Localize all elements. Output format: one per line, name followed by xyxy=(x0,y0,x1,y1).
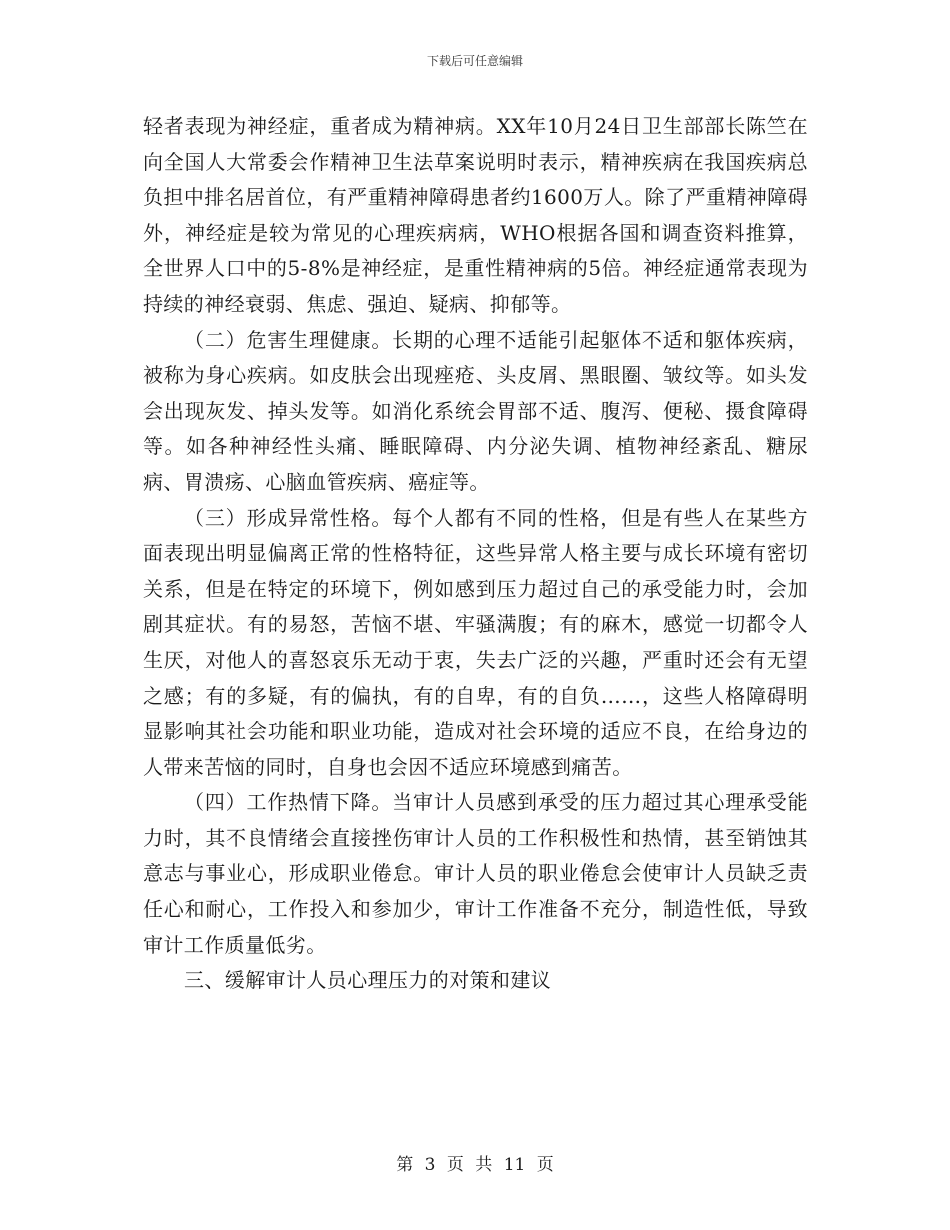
page-number-footer: 第 3 页 共 11 页 xyxy=(396,1155,554,1175)
paragraph-work-enthusiasm: （四）工作热情下降。当审计人员感到承受的压力超过其心理承受能力时，其不良情绪会直接挫伤审计人员的工作积极性和热情，甚至销蚀其意志与事业心，形成职业倦怠。审计人员的职业倦怠会使审计人员缺乏责任心和耐心，工作投入和参加少，审计工作准备不充分，制造性低，导致审计工作质量低劣。 xyxy=(143,790,808,957)
page-header: 下载后可任意编辑 xyxy=(426,54,523,68)
paragraph-abnormal-personality: （三）形成异常性格。每个人都有不同的性格，但是有些人在某些方面表现出明显偏离正常的性格特征，这些异常人格主要与成长环境有密切关系，但是在特定的环境下，例如感到压力超过自己的承受能力时，会加剧其症状。有的易怒，苦恼不堪、牢骚满腹；有的麻木，感觉一切都令人生厌，对他人的喜怒哀乐无动于衷，失去广泛的兴趣，严重时还会有无望之感；有的多疑，有的偏执，有的自卑，有的自负……，这些人格障碍明显影响其社会功能和职业功能，造成对社会环境的适应不良，在给身边的人带来苦恼的同时，自身也会因不适应环境感到痛苦。 xyxy=(143,505,808,779)
document-body xyxy=(143,109,808,999)
section-heading-countermeasures: 三、缓解审计人员心理压力的对策和建议 xyxy=(184,968,552,993)
paragraph-neurosis-continuation: 轻者表现为神经症，重者成为精神病。XX年10月24日卫生部部长陈竺在向全国人大常委会作精神卫生法草案说明时表示，精神疾病在我国疾病总负担中排名居首位，有严重精神障碍患者约1600万人。除了严重精神障碍外，神经症是较为常见的心理疾病病，WHO根据各国和调查资料推算，全世界人口中的5-8%是神经症，是重性精神病的5倍。神经症通常表现为持续的神经衰弱、焦虑、强迫、疑病、抑郁等。 xyxy=(143,114,808,316)
paragraph-physical-health: （二）危害生理健康。长期的心理不适能引起躯体不适和躯体疾病，被称为身心疾病。如皮肤会出现痤疮、头皮屑、黑眼圈、皱纹等。如头发会出现灰发、掉头发等。如消化系统会胃部不适、腹泻、便秘、摄食障碍等。如各种神经性头痛、睡眠障碍、内分泌失调、植物神经紊乱、糖尿病、胃溃疡、心脑血管疾病、癌症等。 xyxy=(143,327,808,494)
